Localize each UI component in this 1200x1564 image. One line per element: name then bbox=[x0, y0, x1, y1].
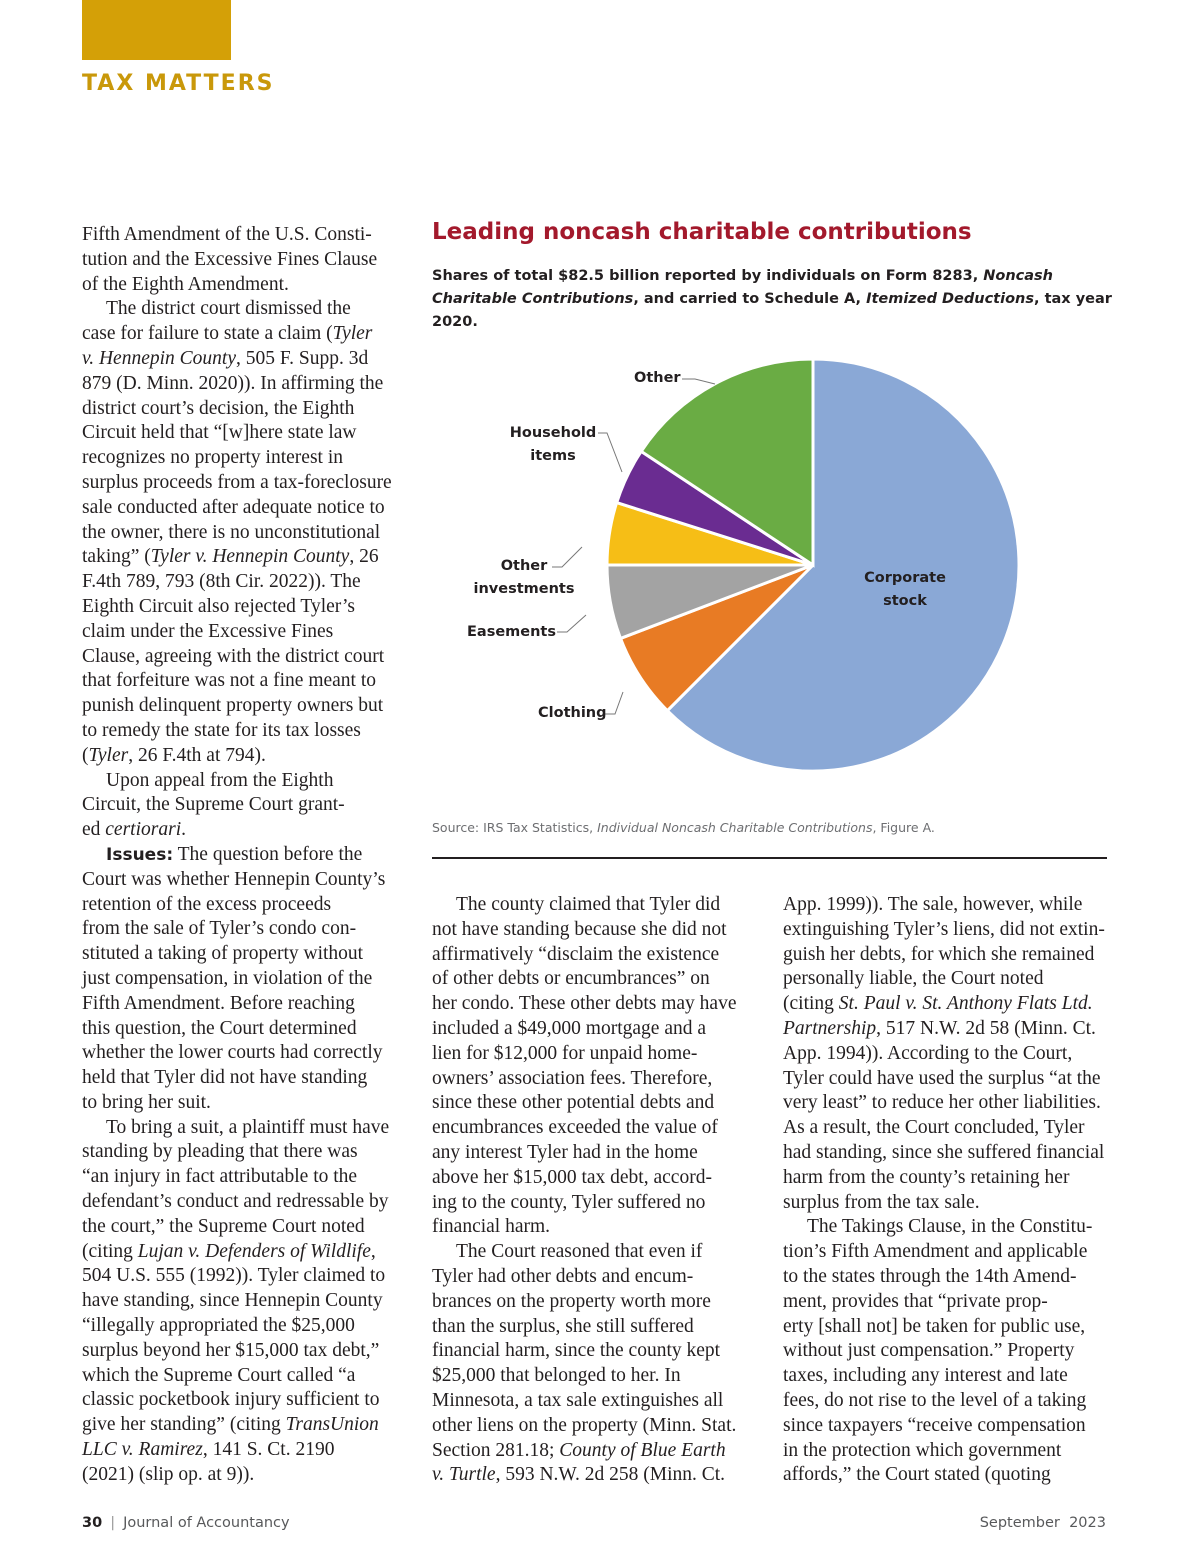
text: included a $49,000 mortgage and a bbox=[432, 1017, 706, 1039]
footer-left bbox=[82, 1515, 290, 1531]
pie-label-easements bbox=[467, 621, 556, 644]
text-line bbox=[432, 1463, 747, 1488]
text: not have standing because she did not bbox=[432, 918, 727, 940]
text-line bbox=[82, 521, 397, 546]
text: above her $15,000 tax debt, accord- bbox=[432, 1166, 712, 1188]
text: Circuit held that “[w]here state law bbox=[82, 422, 357, 444]
text: any interest Tyler had in the home bbox=[432, 1141, 698, 1163]
text: have standing, since Hennepin County bbox=[82, 1290, 383, 1312]
text: her condo. These other debts may have bbox=[432, 993, 737, 1015]
pie-label-corporate-stock bbox=[864, 567, 946, 613]
text: Shares of total $82.5 billion reported by individuals on Form 8283, bbox=[432, 268, 984, 284]
pie-label-other-investments bbox=[474, 555, 575, 601]
text: had standing, since she suffered financial bbox=[783, 1141, 1105, 1163]
text: Court was whether Hennepin County’s bbox=[82, 868, 386, 890]
italic-text: Itemized Deductions bbox=[866, 291, 1035, 307]
text-line bbox=[783, 1017, 1108, 1042]
italic-text: Individual Noncash Charitable Contributions bbox=[597, 820, 873, 835]
text-line bbox=[783, 992, 1108, 1017]
text: ment, provides that “private prop- bbox=[783, 1290, 1048, 1312]
leader-clothing bbox=[605, 692, 623, 714]
text-line bbox=[783, 1166, 1108, 1191]
text-line bbox=[82, 273, 397, 298]
text-line bbox=[783, 1067, 1108, 1092]
text: , 141 S. Ct. 2190 bbox=[202, 1439, 335, 1461]
text: tion’s Fifth Amendment and applicable bbox=[783, 1241, 1088, 1263]
text: erty [shall not] be taken for public use, bbox=[783, 1315, 1086, 1337]
text: Section 281.18; bbox=[432, 1439, 560, 1461]
publication-name: Journal of Accountancy bbox=[123, 1515, 290, 1531]
text-line bbox=[82, 1091, 397, 1116]
text-line bbox=[783, 1215, 1108, 1240]
text: stituted a taking of property without bbox=[82, 943, 364, 965]
text: just compensation, in violation of the bbox=[82, 967, 373, 989]
text-line bbox=[432, 992, 747, 1017]
article-column-left bbox=[82, 223, 397, 1488]
italic-text: LLC v. Ramirez bbox=[82, 1439, 203, 1461]
text-line bbox=[82, 1066, 397, 1091]
text-line bbox=[82, 893, 397, 918]
text-line bbox=[432, 1141, 747, 1166]
italic-text: v. Hennepin County bbox=[82, 347, 236, 369]
text: claim under the Excessive Fines bbox=[82, 620, 334, 642]
text-line bbox=[82, 694, 397, 719]
text-line bbox=[82, 917, 397, 942]
text: (citing bbox=[783, 993, 839, 1015]
italic-text: Tyler bbox=[332, 323, 373, 345]
text: $25,000 that belonged to her. In bbox=[432, 1365, 681, 1387]
text: . bbox=[181, 819, 186, 841]
text-line bbox=[783, 1389, 1108, 1414]
text: “illegally appropriated the $25,000 bbox=[82, 1315, 355, 1337]
text-line bbox=[82, 1364, 397, 1389]
text-line bbox=[432, 1042, 747, 1067]
text-line bbox=[82, 372, 397, 397]
text: ing to the county, Tyler suffered no bbox=[432, 1191, 706, 1213]
text-line bbox=[82, 1116, 397, 1141]
text: of the Eighth Amendment. bbox=[82, 273, 289, 295]
issue-date: September 2023 bbox=[979, 1515, 1106, 1531]
article-column-middle bbox=[432, 893, 747, 1488]
leader-easements bbox=[557, 615, 586, 632]
text-line bbox=[783, 1116, 1108, 1141]
text-line bbox=[432, 1191, 747, 1216]
text-line bbox=[432, 1116, 747, 1141]
text: the owner, there is no unconstitutional bbox=[82, 521, 381, 543]
text: F.4th 789, 793 (8th Cir. 2022)). The bbox=[82, 571, 361, 593]
text: The Court reasoned that even if bbox=[456, 1241, 703, 1263]
text: taxes, including any interest and late bbox=[783, 1365, 1068, 1387]
text: retention of the excess proceeds bbox=[82, 893, 332, 915]
text-line bbox=[82, 1240, 397, 1265]
text: in the protection which government bbox=[783, 1439, 1062, 1461]
text: than the surplus, she still suffered bbox=[432, 1315, 694, 1337]
text-line bbox=[432, 1265, 747, 1290]
text: The Takings Clause, in the Constitu- bbox=[807, 1216, 1093, 1238]
chart-subtitle bbox=[432, 265, 1112, 334]
text: App. 1994)). According to the Court, bbox=[783, 1042, 1073, 1064]
italic-text: Tyler bbox=[88, 744, 129, 766]
text: guish her debts, for which she remained bbox=[783, 943, 1095, 965]
text: As a result, the Court concluded, Tyler bbox=[783, 1117, 1085, 1139]
text: owners’ association fees. Therefore, bbox=[432, 1067, 713, 1089]
text-line bbox=[432, 1067, 747, 1092]
text: to bring her suit. bbox=[82, 1091, 211, 1113]
text: surplus from the tax sale. bbox=[783, 1191, 980, 1213]
text-line bbox=[82, 967, 397, 992]
text: Fifth Amendment of the U.S. Consti- bbox=[82, 224, 372, 245]
text: Source: IRS Tax Statistics, bbox=[432, 820, 598, 835]
text: sale conducted after adequate notice to bbox=[82, 496, 385, 518]
text: , tax year 2020. bbox=[432, 291, 1112, 330]
divider bbox=[432, 857, 1107, 859]
text-line bbox=[82, 397, 397, 422]
italic-text: Noncash Charitable Contributions bbox=[432, 268, 1054, 307]
text: held that Tyler did not have standing bbox=[82, 1067, 368, 1089]
text: The district court dismissed the bbox=[106, 298, 351, 320]
text-line bbox=[783, 1240, 1108, 1265]
text: lien for $12,000 for unpaid home- bbox=[432, 1042, 698, 1064]
italic-text: Partnership bbox=[783, 1017, 877, 1039]
text: since taxpayers “receive compensation bbox=[783, 1414, 1086, 1436]
text: whether the lower courts had correctly bbox=[82, 1042, 383, 1064]
text-line bbox=[82, 421, 397, 446]
text: 504 U.S. 555 (1992)). Tyler claimed to bbox=[82, 1265, 386, 1287]
text: harm from the county’s retaining her bbox=[783, 1166, 1070, 1188]
italic-text: County of Blue Earth bbox=[559, 1439, 726, 1461]
italic-text: v. Turtle bbox=[432, 1464, 496, 1486]
text-line bbox=[82, 1438, 397, 1463]
text: punish delinquent property owners but bbox=[82, 695, 384, 717]
text: (2021) (slip op. at 9)). bbox=[82, 1463, 255, 1485]
italic-text: certiorari bbox=[105, 819, 182, 841]
text-line bbox=[82, 322, 397, 347]
chart-title: Leading noncash charitable contributions bbox=[432, 219, 972, 245]
text: Upon appeal from the Eighth bbox=[106, 769, 334, 791]
section-title: TAX MATTERS bbox=[82, 71, 275, 96]
text: , 26 F.4th at 794). bbox=[128, 744, 266, 766]
text-line bbox=[783, 1439, 1108, 1464]
text: of other debts or encumbrances” on bbox=[432, 968, 710, 990]
text-line bbox=[82, 471, 397, 496]
text: , 505 F. Supp. 3d bbox=[235, 347, 369, 369]
text: Clause, agreeing with the district court bbox=[82, 645, 385, 667]
text: “an injury in fact attributable to the bbox=[82, 1166, 358, 1188]
text: financial harm. bbox=[432, 1216, 551, 1238]
text-line bbox=[82, 1017, 397, 1042]
italic-text: TransUnion bbox=[285, 1414, 379, 1436]
text: defendant’s conduct and redressable by bbox=[82, 1191, 389, 1213]
text: without just compensation.” Property bbox=[783, 1340, 1075, 1362]
text: Eighth Circuit also rejected Tyler’s bbox=[82, 595, 356, 617]
leader-other bbox=[682, 379, 715, 384]
text-line bbox=[783, 1265, 1108, 1290]
text: other liens on the property (Minn. Stat. bbox=[432, 1414, 737, 1436]
text-line bbox=[783, 1339, 1108, 1364]
text: classic pocketbook injury sufficient to bbox=[82, 1389, 380, 1411]
text-line bbox=[82, 1314, 397, 1339]
text-line bbox=[82, 992, 397, 1017]
label-line: Other bbox=[500, 558, 548, 574]
text: , 517 N.W. 2d 58 (Minn. Ct. bbox=[876, 1017, 1096, 1039]
text-line bbox=[783, 893, 1108, 918]
text: To bring a suit, a plaintiff must have bbox=[106, 1116, 390, 1138]
text-line bbox=[82, 595, 397, 620]
text-line bbox=[82, 1388, 397, 1413]
text-line bbox=[82, 570, 397, 595]
label-line: stock bbox=[883, 593, 927, 609]
text-line bbox=[82, 942, 397, 967]
text: since these other potential debts and bbox=[432, 1092, 715, 1114]
text: standing by pleading that there was bbox=[82, 1141, 358, 1163]
text-line bbox=[82, 223, 397, 248]
text: financial harm, since the county kept bbox=[432, 1340, 721, 1362]
text-line bbox=[432, 1315, 747, 1340]
text: , 26 bbox=[349, 546, 379, 568]
text-line bbox=[432, 893, 747, 918]
text-line bbox=[432, 1414, 747, 1439]
text-line bbox=[432, 1339, 747, 1364]
text-line bbox=[82, 297, 397, 322]
text: Circuit, the Supreme Court grant- bbox=[82, 794, 345, 816]
text: affords,” the Court stated (quoting bbox=[783, 1464, 1051, 1486]
text: recognizes no property interest in bbox=[82, 447, 343, 469]
text: encumbrances exceeded the value of bbox=[432, 1117, 718, 1139]
text-line bbox=[82, 769, 397, 794]
text-line bbox=[82, 868, 397, 893]
text-line bbox=[432, 1091, 747, 1116]
chart-source bbox=[432, 820, 935, 835]
text-line bbox=[783, 1042, 1108, 1067]
text: affirmatively “disclaim the existence bbox=[432, 943, 720, 965]
text: that forfeiture was not a fine meant to bbox=[82, 670, 377, 692]
text-line bbox=[783, 1315, 1108, 1340]
text-line bbox=[783, 1091, 1108, 1116]
pie-label-other bbox=[634, 367, 681, 390]
label-line: items bbox=[530, 448, 576, 464]
text: , 593 N.W. 2d 258 (Minn. Ct. bbox=[495, 1464, 726, 1486]
text: (citing bbox=[82, 1240, 138, 1262]
text: , bbox=[370, 1240, 376, 1262]
text-line bbox=[82, 620, 397, 645]
text-line bbox=[432, 943, 747, 968]
header-color-block bbox=[82, 0, 231, 60]
text-line bbox=[82, 1463, 397, 1488]
pie-label-household-items bbox=[510, 422, 597, 468]
text-line bbox=[82, 1289, 397, 1314]
text: taking” ( bbox=[82, 546, 151, 568]
text: case for failure to state a claim ( bbox=[82, 323, 333, 345]
text: give her standing” (citing bbox=[82, 1414, 286, 1436]
label-line: Clothing bbox=[538, 705, 607, 721]
text-line bbox=[82, 1339, 397, 1364]
footer-separator: | bbox=[110, 1515, 116, 1531]
italic-text: Lujan v. Defenders of Wildlife bbox=[137, 1240, 371, 1262]
text-line bbox=[82, 1140, 397, 1165]
text-line bbox=[82, 347, 397, 372]
text: tution and the Excessive Fines Clause bbox=[82, 248, 378, 270]
text-line bbox=[783, 967, 1108, 992]
text: Fifth Amendment. Before reaching bbox=[82, 992, 355, 1014]
text-line bbox=[82, 496, 397, 521]
text: The question before the bbox=[173, 843, 363, 865]
text: brances on the property worth more bbox=[432, 1290, 711, 1312]
pie-label-clothing bbox=[538, 702, 607, 725]
text-line bbox=[82, 446, 397, 471]
text: 879 (D. Minn. 2020)). In affirming the bbox=[82, 372, 384, 394]
text-line bbox=[432, 1215, 747, 1240]
label-line: Household bbox=[509, 425, 597, 441]
text-line bbox=[432, 1166, 747, 1191]
text: district court’s decision, the Eighth bbox=[82, 397, 355, 419]
text-line bbox=[783, 1414, 1108, 1439]
text: extinguishing Tyler’s liens, did not extin- bbox=[783, 918, 1105, 940]
text: to the states through the 14th Amend- bbox=[783, 1265, 1077, 1287]
text: ed bbox=[82, 819, 106, 841]
article-column-right bbox=[783, 893, 1108, 1488]
text: ( bbox=[82, 744, 89, 766]
text-line bbox=[82, 1190, 397, 1215]
label-line: Easements bbox=[467, 624, 556, 640]
text-line bbox=[783, 918, 1108, 943]
text: App. 1999)). The sale, however, while bbox=[783, 894, 1083, 915]
text-line bbox=[432, 1290, 747, 1315]
text-line bbox=[783, 1463, 1108, 1488]
text: The county claimed that Tyler did bbox=[456, 894, 721, 915]
text: surplus proceeds from a tax-foreclosure bbox=[82, 471, 392, 493]
text: to remedy the state for its tax losses bbox=[82, 719, 361, 741]
text-line bbox=[82, 1264, 397, 1289]
text: Tyler had other debts and encum- bbox=[432, 1265, 694, 1287]
run-in-heading: Issues: bbox=[106, 844, 174, 865]
text-line bbox=[82, 1413, 397, 1438]
text-line bbox=[432, 967, 747, 992]
text-line bbox=[82, 545, 397, 570]
text-line bbox=[82, 1165, 397, 1190]
label-line: Corporate bbox=[864, 570, 946, 586]
text-line bbox=[82, 793, 397, 818]
text-line bbox=[783, 1290, 1108, 1315]
text-line bbox=[82, 1215, 397, 1240]
text: from the sale of Tyler’s condo con- bbox=[82, 918, 357, 940]
text-line bbox=[432, 1364, 747, 1389]
text: , and carried to Schedule A, bbox=[633, 291, 867, 307]
text-line bbox=[82, 818, 397, 843]
text-line bbox=[82, 744, 397, 769]
text: Tyler could have used the surplus “at the bbox=[783, 1067, 1101, 1089]
text-line bbox=[783, 1364, 1108, 1389]
text: , Figure A. bbox=[872, 820, 935, 835]
leader-household-items bbox=[598, 433, 622, 472]
text-line bbox=[783, 943, 1108, 968]
text: very least” to reduce her other liabilities. bbox=[783, 1092, 1101, 1114]
text-line bbox=[82, 248, 397, 273]
text: fees, do not rise to the level of a taking bbox=[783, 1389, 1087, 1411]
text-line bbox=[82, 1041, 397, 1066]
label-line: investments bbox=[473, 581, 575, 597]
italic-text: Tyler v. Hennepin County bbox=[150, 546, 350, 568]
text-line bbox=[783, 1141, 1108, 1166]
text-line bbox=[82, 669, 397, 694]
text-line bbox=[783, 1191, 1108, 1216]
text: personally liable, the Court noted bbox=[783, 968, 1044, 990]
label-line: Other bbox=[634, 370, 681, 386]
page-number: 30 bbox=[82, 1515, 103, 1531]
text: this question, the Court determined bbox=[82, 1017, 357, 1039]
text: Minnesota, a tax sale extinguishes all bbox=[432, 1389, 724, 1411]
text-line bbox=[82, 645, 397, 670]
text-line bbox=[82, 843, 397, 868]
italic-text: St. Paul v. St. Anthony Flats Ltd. bbox=[838, 993, 1093, 1015]
text-line bbox=[432, 918, 747, 943]
text-line bbox=[432, 1389, 747, 1414]
text-line bbox=[82, 719, 397, 744]
text: the court,” the Supreme Court noted bbox=[82, 1215, 365, 1237]
text: which the Supreme Court called “a bbox=[82, 1364, 356, 1386]
text-line bbox=[432, 1017, 747, 1042]
text-line bbox=[432, 1240, 747, 1265]
text-line bbox=[432, 1439, 747, 1464]
text: surplus beyond her $15,000 tax debt,” bbox=[82, 1339, 380, 1361]
